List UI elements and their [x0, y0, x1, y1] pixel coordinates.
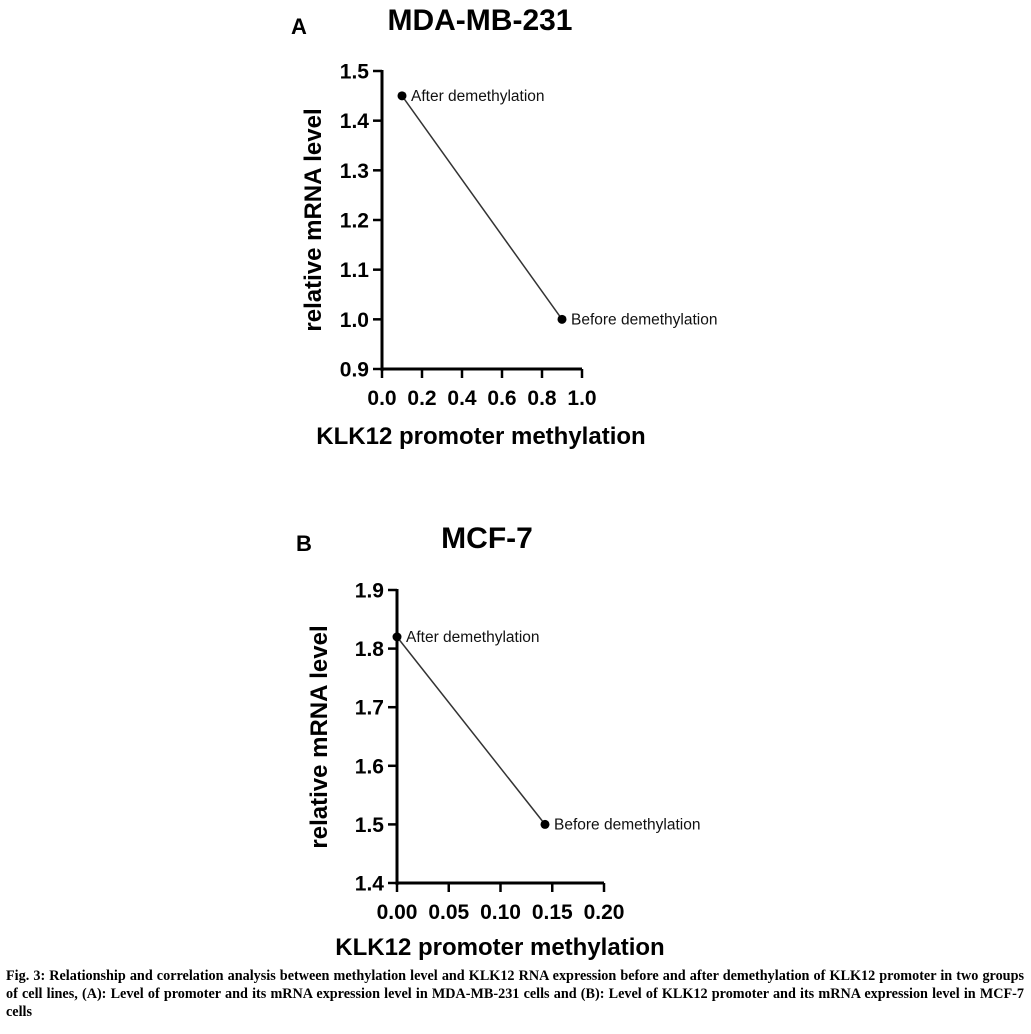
panel-b-marks: [393, 629, 701, 834]
panel-a-x-tick-label: 0.4: [447, 387, 477, 410]
panel-a-marks: [398, 88, 718, 329]
panel-a-data-point: [398, 91, 407, 100]
figure-caption: Fig. 3: Relationship and correlation analysis between methylation level and KLK12 RNA expression before and after demethylation of KLK12 promoter in two groups of cell lines, (A): Level of promoter and its mRNA expression level in MDA-MB-231 cells and (B): Level of KLK12 promoter and its mRNA expression level in MCF-7 cells: [6, 968, 1024, 1020]
panel-a-title: MDA-MB-231: [387, 4, 573, 37]
panel-b-y-tick-label: 1.8: [354, 638, 384, 662]
panel-b-y-tick-label: 1.6: [354, 755, 384, 779]
panel-b-point-label: Before demethylation: [554, 816, 701, 834]
panel-a-x-tick-label: 1.0: [567, 387, 597, 410]
panel-b-x-axis-label: KLK12 promoter methylation: [335, 934, 665, 960]
panel-b-y-tick-label: 1.9: [354, 579, 384, 603]
panel-b-y-tick-label: 1.4: [354, 872, 384, 896]
panel-a-y-tick-label: 1.0: [339, 308, 369, 332]
panel-a-chart: [291, 4, 717, 450]
panel-a-x-tick-label: 0.8: [527, 387, 557, 410]
panel-a-letter: A: [291, 14, 307, 39]
panel-b-x-tick-label: 0.10: [480, 901, 521, 924]
panel-b-series-line: [397, 637, 545, 825]
panel-a-y-tick-label: 1.4: [339, 110, 369, 134]
panel-a-y-tick-label: 1.5: [339, 60, 369, 84]
panel-a-x-tick-label: 0.0: [367, 387, 397, 410]
panel-b-title: MCF-7: [441, 522, 533, 555]
panel-b-y-tick-label: 1.7: [354, 696, 384, 720]
panel-a-x-tick-label: 0.6: [487, 387, 517, 410]
panel-b-data-point: [541, 820, 550, 829]
panel-b-x-tick-label: 0.00: [376, 901, 418, 924]
panel-a-y-tick-label: 1.3: [339, 159, 369, 183]
panel-a-ticks: [340, 61, 597, 411]
panel-a-point-label: After demethylation: [411, 87, 545, 105]
panel-a-y-axis-label: relative mRNA level: [300, 108, 327, 332]
panel-a-point-label: Before demethylation: [571, 311, 718, 329]
panel-a-series-line: [402, 96, 562, 320]
panel-a-x-axis-label: KLK12 promoter methylation: [316, 423, 646, 450]
panel-b-chart: [296, 522, 700, 960]
panel-a-y-tick-label: 1.1: [339, 259, 369, 283]
panel-b-x-tick-label: 0.05: [428, 901, 470, 924]
panel-b-y-tick-label: 1.5: [354, 813, 384, 837]
panel-a-y-tick-label: 0.9: [339, 358, 369, 382]
panel-b-x-tick-label: 0.20: [583, 901, 625, 924]
panel-b-x-tick-label: 0.15: [531, 901, 573, 924]
panel-a-y-tick-label: 1.2: [339, 209, 369, 233]
panel-a-data-point: [558, 315, 567, 324]
panel-b-point-label: After demethylation: [406, 628, 540, 646]
panel-b-y-axis-label: relative mRNA level: [306, 625, 333, 849]
panel-a-x-tick-label: 0.2: [407, 387, 437, 410]
panel-b-data-point: [393, 632, 402, 641]
panel-b-letter: B: [296, 531, 312, 556]
